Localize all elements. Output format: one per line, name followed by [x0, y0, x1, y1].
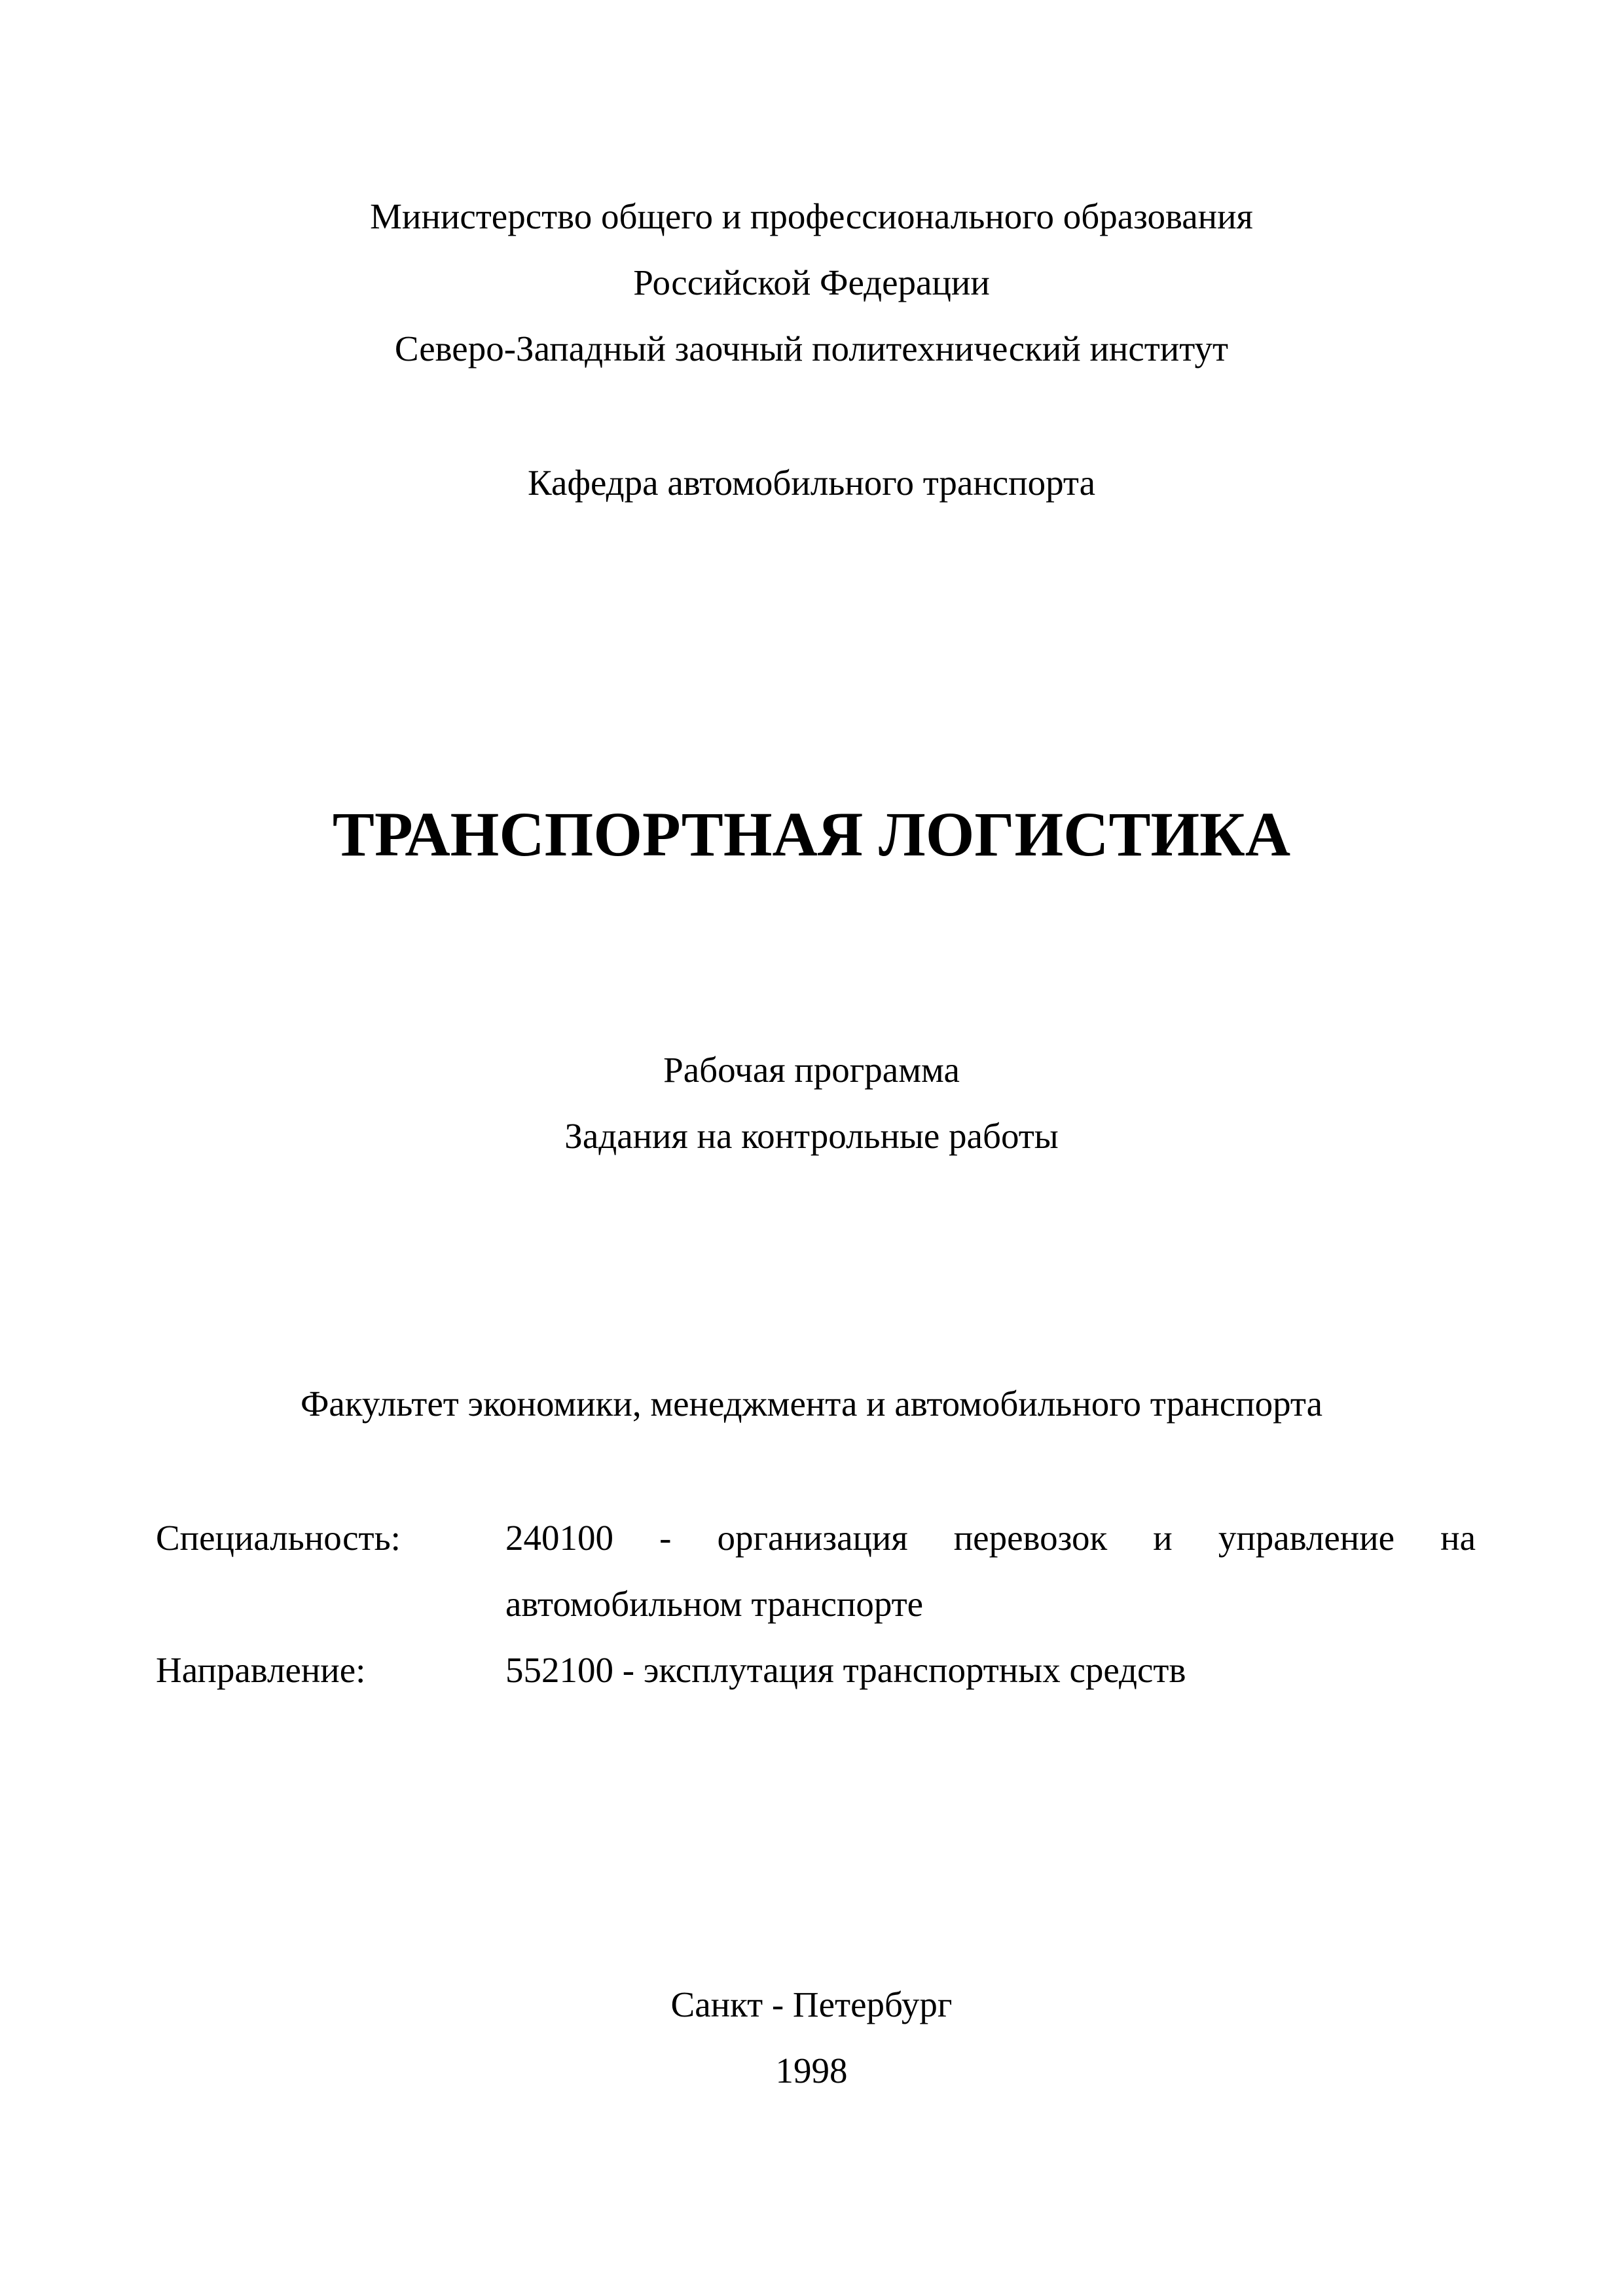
ministry-line-1: Министерство общего и профессионального образования [370, 196, 1253, 236]
direction-value: 552100 - эксплутация транспортных средств [505, 1650, 1186, 1690]
specialty-value-line-1: 240100 - организация перевозок и управление на [505, 1518, 1476, 1558]
subtitle-line-2: Задания на контрольные работы [564, 1116, 1059, 1156]
city-name: Санкт - Петербург [670, 1984, 953, 2024]
specialty-label: Специальность: [156, 1518, 401, 1558]
faculty-name: Факультет экономики, менеджмента и автомобильного транспорта [300, 1384, 1323, 1424]
document-title: ТРАНСПОРТНАЯ ЛОГИСТИКА [332, 799, 1291, 869]
specialty-value-line-2: автомобильном транспорте [505, 1584, 924, 1624]
department-name: Кафедра автомобильного транспорта [527, 463, 1096, 503]
institute-name: Северо-Западный заочный политехнический институт [394, 329, 1229, 368]
direction-label: Направление: [156, 1650, 366, 1690]
ministry-line-2: Российской Федерации [633, 262, 990, 302]
publication-year: 1998 [775, 2051, 848, 2090]
subtitle-line-1: Рабочая программа [663, 1050, 960, 1090]
